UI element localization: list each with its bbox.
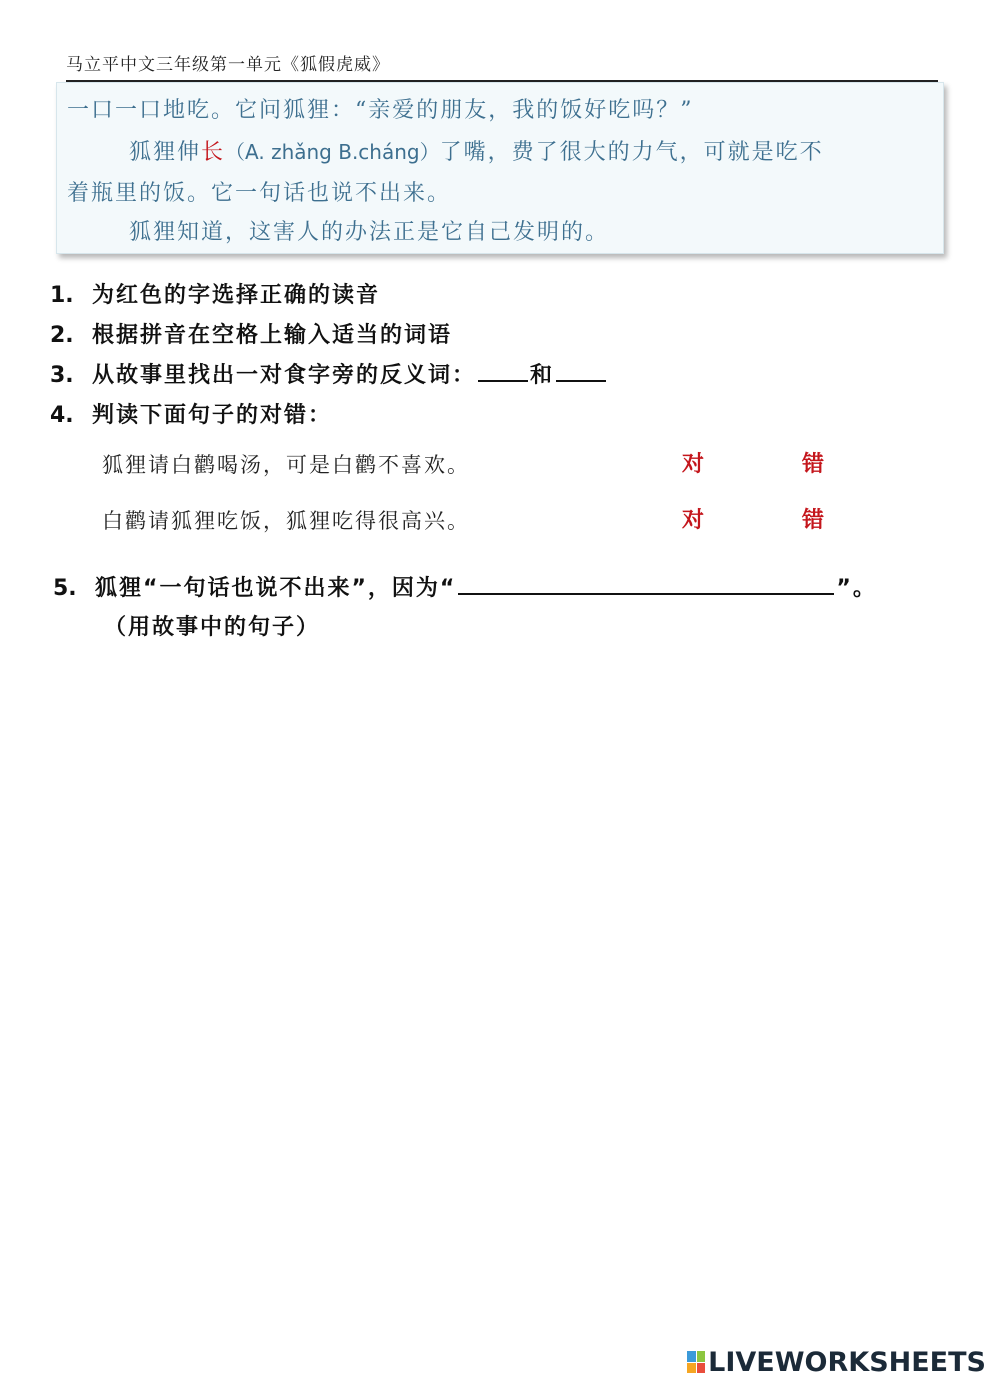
question-1-text: 为红色的字选择正确的读音 bbox=[92, 283, 381, 308]
antonym-blank-2[interactable] bbox=[556, 362, 606, 382]
question-5-number: 5. bbox=[53, 576, 77, 601]
question-1 bbox=[50, 278, 380, 309]
liveworksheets-logo-icon bbox=[687, 1351, 705, 1373]
story-line-3: 着瓶里的饭。它一句话也说不出来。 bbox=[67, 181, 452, 206]
question-2-number: 2. bbox=[50, 323, 74, 348]
reason-answer-blank[interactable] bbox=[458, 575, 834, 595]
story-line-2-end: 了嘴，费了很大的力气，可就是吃不 bbox=[439, 140, 824, 165]
question-3-text: 从故事里找出一对食字旁的反义词： bbox=[92, 363, 477, 388]
question-3-number: 3. bbox=[50, 363, 74, 388]
tf-2-false-option[interactable]: 错 bbox=[802, 507, 825, 533]
antonym-blank-1[interactable] bbox=[478, 362, 528, 382]
highlighted-character: 长 bbox=[201, 140, 226, 165]
tf-sentence-1: 狐狸请白鹳喝汤，可是白鹳不喜欢。 bbox=[102, 453, 470, 477]
question-2-text: 根据拼音在空格上输入适当的词语 bbox=[92, 323, 453, 348]
question-3-joiner: 和 bbox=[530, 363, 555, 388]
pinyin-options: （A. zhǎng B.cháng） bbox=[225, 140, 440, 164]
question-4-text: 判读下面句子的对错： bbox=[92, 403, 333, 428]
question-3 bbox=[50, 358, 608, 389]
liveworksheets-logo bbox=[687, 1346, 986, 1378]
story-line-2-start: 狐狸伸 bbox=[129, 140, 202, 165]
question-5-text: 狐狸“一句话也说不出来”，因为“ bbox=[95, 576, 457, 601]
question-5-closing: ”。 bbox=[836, 576, 877, 601]
question-1-number: 1. bbox=[50, 283, 74, 308]
worksheet-header: 马立平中文三年级第一单元《狐假虎威》 bbox=[66, 50, 938, 82]
question-5 bbox=[53, 571, 877, 602]
tf-2-true-option[interactable]: 对 bbox=[682, 507, 705, 533]
story-line-4: 狐狸知道，这害人的办法正是它自己发明的。 bbox=[129, 220, 610, 245]
story-passage bbox=[56, 82, 944, 254]
tf-1-true-option[interactable]: 对 bbox=[682, 451, 705, 477]
tf-sentence-2: 白鹳请狐狸吃饭，狐狸吃得很高兴。 bbox=[102, 509, 470, 533]
question-4-number: 4. bbox=[50, 403, 74, 428]
question-2 bbox=[50, 318, 452, 349]
question-5-note: （用故事中的句子） bbox=[104, 615, 321, 640]
liveworksheets-logo-text: LIVEWORKSHEETS bbox=[708, 1346, 986, 1378]
story-line-1: 一口一口地吃。它问狐狸：“亲爱的朋友，我的饭好吃吗？” bbox=[67, 98, 694, 123]
tf-1-false-option[interactable]: 错 bbox=[802, 451, 825, 477]
story-line-2 bbox=[129, 135, 824, 166]
question-4 bbox=[50, 398, 332, 429]
